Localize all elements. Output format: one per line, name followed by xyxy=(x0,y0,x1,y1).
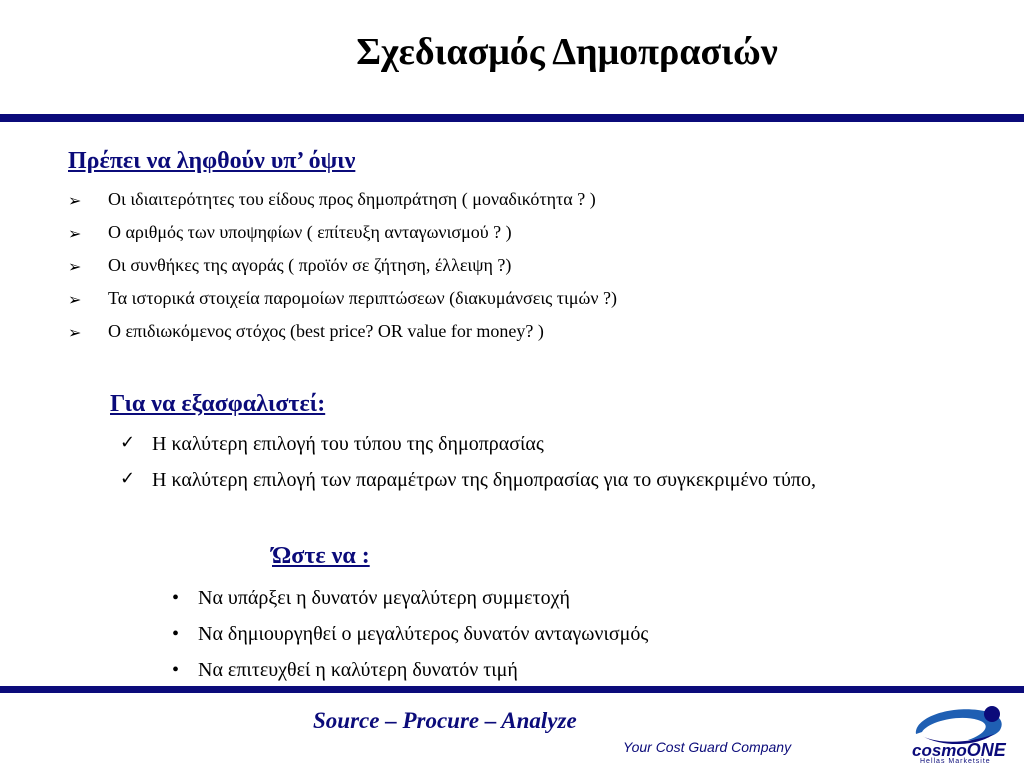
arrow-bullet-icon: ➢ xyxy=(68,257,82,276)
section-heading-considerations: Πρέπει να ληφθούν υπ’ όψιν xyxy=(68,148,356,174)
top-divider xyxy=(0,114,1024,122)
arrow-bullet-icon: ➢ xyxy=(68,290,82,309)
footer-tagline: Your Cost Guard Company xyxy=(623,739,792,755)
dot-bullet-icon: • xyxy=(172,587,180,609)
list-item-text: Τα ιστορικά στοιχεία παρομοίων περιπτώσεων (διακυμάνσεις τιμών ?) xyxy=(108,288,617,308)
list-item-text: Η καλύτερη επιλογή του τύπου της δημοπρασίας xyxy=(152,433,544,455)
list-item xyxy=(68,288,617,309)
checkmark-icon: ✓ xyxy=(120,468,136,489)
list-item xyxy=(120,430,952,458)
arrow-bullet-icon: ➢ xyxy=(68,224,82,243)
dot-bullet-icon: • xyxy=(172,623,180,645)
footer-slogan: Source – Procure – Analyze xyxy=(313,708,577,733)
slide-title: Σχεδιασμός Δημοπρασιών xyxy=(356,31,778,73)
arrow-bullet-icon: ➢ xyxy=(68,191,82,210)
logo-word-light: cosmo xyxy=(912,741,967,760)
list-item xyxy=(68,321,544,342)
list-item-text: Οι συνθήκες της αγοράς ( προϊόν σε ζήτηση, έλλειψη ?) xyxy=(108,255,512,275)
list-item-text: Η καλύτερη επιλογή των παραμέτρων της δημοπρασίας για το συγκεκριμένο τύπο, xyxy=(152,469,816,491)
list-item-text: Οι ιδιαιτερότητες του είδους προς δημοπράτηση ( μοναδικότητα ? ) xyxy=(108,189,596,209)
list-item xyxy=(68,222,512,243)
arrow-bullet-icon: ➢ xyxy=(68,323,82,342)
list-item-text: Ο επιδιωκόμενος στόχος (best price? OR value for money? ) xyxy=(108,321,544,341)
checkmark-icon: ✓ xyxy=(120,432,136,453)
logo-subtext: Hellas Marketsite xyxy=(920,758,991,765)
list-item-text: Ο αριθμός των υποψηφίων ( επίτευξη ανταγωνισμού ? ) xyxy=(108,222,512,242)
section-heading-so-that: Ώστε να : xyxy=(272,543,370,569)
list-item xyxy=(172,659,518,682)
section-heading-ensure: Για να εξασφαλιστεί: xyxy=(110,391,326,417)
bottom-divider xyxy=(0,686,1024,693)
list-item-text: Να δημιουργηθεί ο μεγαλύτερος δυνατόν ανταγωνισμός xyxy=(198,623,649,645)
list-item xyxy=(68,255,511,276)
list-item xyxy=(172,623,648,646)
logo-word-strong: ONE xyxy=(966,740,1006,760)
list-item xyxy=(68,189,596,210)
list-item xyxy=(172,587,570,610)
list-item-text: Να υπάρξει η δυνατόν μεγαλύτερη συμμετοχή xyxy=(198,587,570,609)
list-item xyxy=(120,466,952,494)
dot-bullet-icon: • xyxy=(172,659,180,681)
list-item-text: Να επιτευχθεί η καλύτερη δυνατόν τιμή xyxy=(198,659,518,681)
